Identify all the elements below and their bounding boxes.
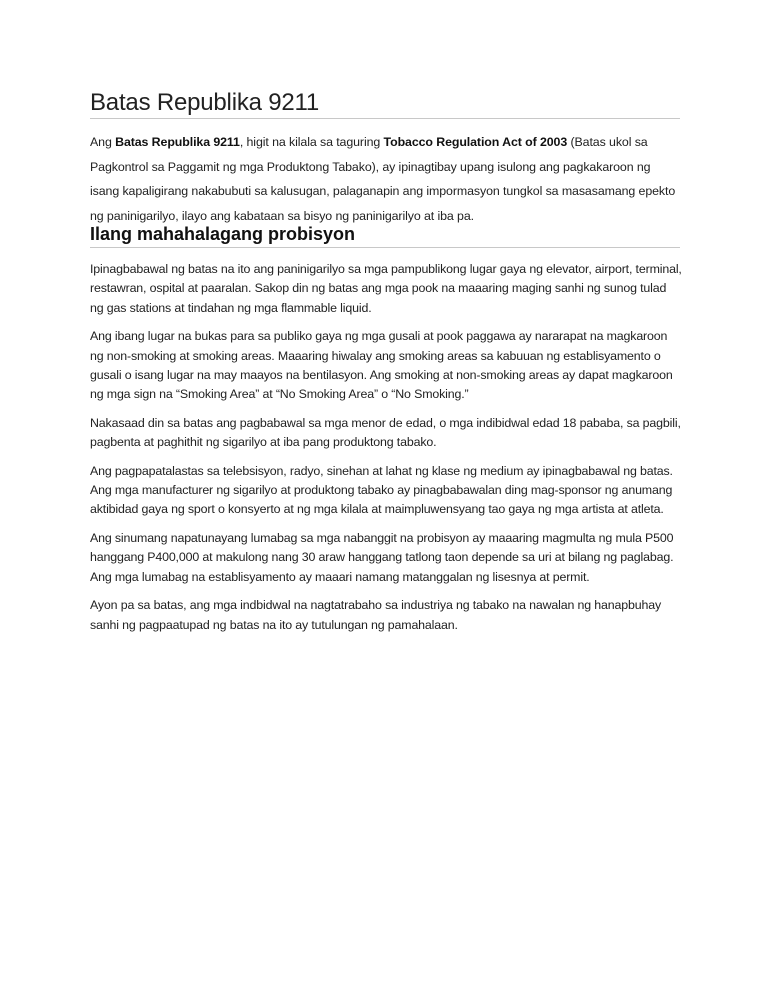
section-divider xyxy=(90,247,680,248)
page-title: Batas Republika 9211 xyxy=(90,89,320,116)
intro-middle: , higit na kilala sa taguring xyxy=(239,135,384,149)
intro-lead: Ang xyxy=(90,135,116,149)
law-alias: Tobacco Regulation Act of 2003 xyxy=(383,135,568,149)
paragraph-smoking-areas: Ang ibang lugar na bukas para sa publiko gaya ng mga gusali at pook paggawa ay nararapat na magkaroon ng non-smoking at smoking areas. Maaaring hiwalay ang smoking areas sa kabuuan ng establisyamento o gusali o isang lugar na may maayos na bentilasyon. Ang smoking at non-smoking areas ay dapat magkaroon ng mga sign na “Smoking Area” at “No Smoking Area” o “No Smoking.” xyxy=(90,329,673,402)
intro-rest: (Batas ukol sa Pagkontrol sa Paggamit ng mga Produktong Tabako), ay ipinagtibay upang isulong ang pagkakaroon ng isang kapaligirang nakabubuti sa kalusugan, palaganapin ang impormasyon tungkol sa masasamang epekto ng paninigarilyo, ilayo ang kabataan sa bisyo ng paninigarilyo at iba pa. xyxy=(90,135,676,223)
paragraph-worker-assistance: Ayon pa sa batas, ang mga indbidwal na nagtatrabaho sa industriya ng tabako na nawalan ng hanapbuhay sanhi ng pagpaatupad ng batas na ito ay tutulungan ng pamahalaan. xyxy=(90,598,662,632)
paragraph-minors: Nakasaad din sa batas ang pagbabawal sa mga menor de edad, o mga indibidwal edad 18 pababa, sa pagbili, pagbenta at paghithit ng sigarilyo at iba pang produktong tabako. xyxy=(90,415,681,450)
paragraph-public-places: Ipinagbabawal ng batas na ito ang paninigarilyo sa mga pampublikong lugar gaya ng elevator, airport, terminal, restawran, ospital at paaralan. Sakop din ng batas ang mga pook na maaaring maging sanhi ng sunog tulad ng gas stations at tindahan ng mga flammable liquid. xyxy=(90,262,682,315)
intro-paragraph xyxy=(90,130,680,228)
paragraph-advertising: Ang pagpapatalastas sa telebsisyon, radyo, sinehan at lahat ng klase ng medium ay ipinagbabawal ng batas. Ang mga manufacturer ng sigarilyo at produktong tabako ay pinagbabawalan ding mag-sponsor ng anumang aktibidad gaya ng sport o konsyerto at ng mga kilala at maimpluwensyang tao gaya ng mga artista at atleta. xyxy=(90,463,673,517)
title-divider xyxy=(90,118,680,119)
section-body xyxy=(90,260,682,644)
paragraph-penalties: Ang sinumang napatunayang lumabag sa mga nabanggit na probisyon ay maaaring magmulta ng mula P500 hanggang P400,000 at makulong nang 30 araw hanggang tatlong taon depende sa uri at bilang ng paglabag. Ang mga lumabag na establisyamento ay maaari namang matanggalan ng lisesnya at permit. xyxy=(90,530,674,584)
law-name: Batas Republika 9211 xyxy=(115,135,240,149)
section-heading: Ilang mahahalagang probisyon xyxy=(90,224,356,244)
